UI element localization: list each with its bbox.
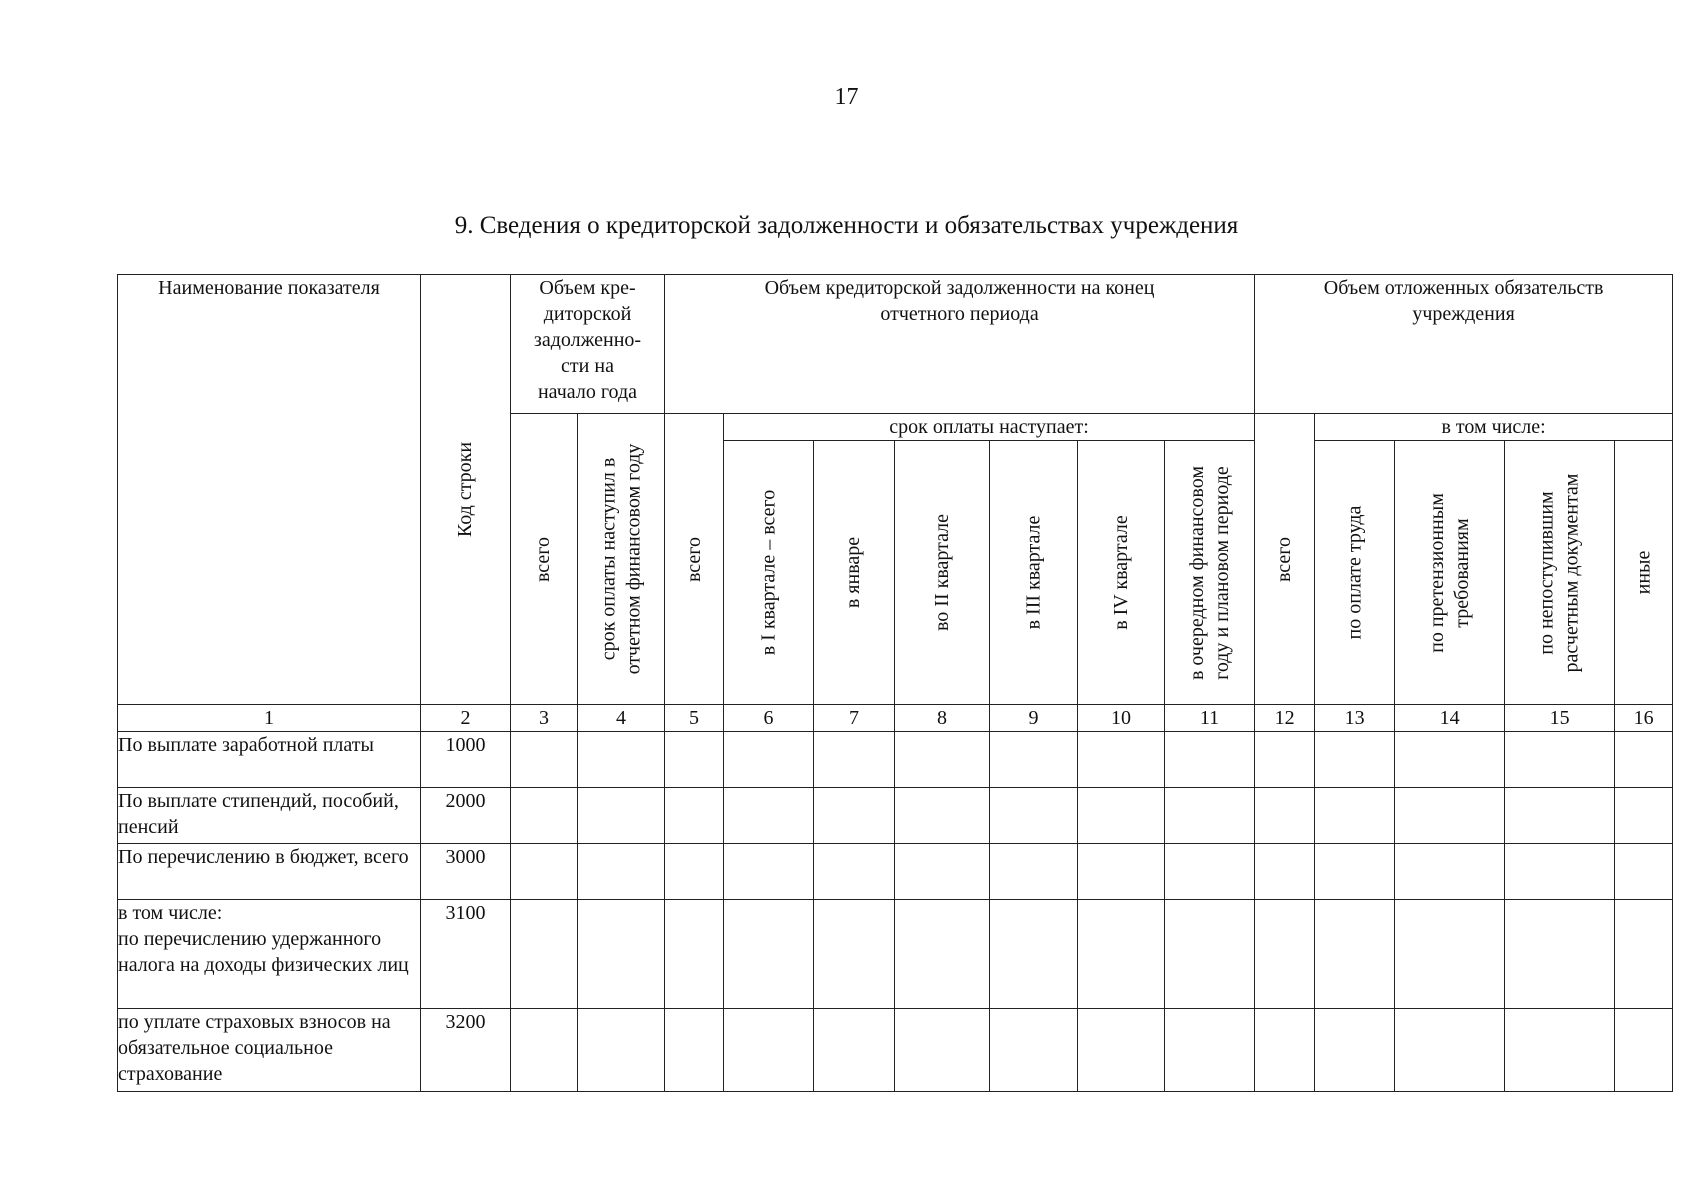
data-cell[interactable] — [1315, 732, 1395, 788]
data-cell[interactable] — [511, 1009, 578, 1092]
data-cell[interactable] — [895, 1009, 990, 1092]
column-number: 13 — [1315, 705, 1395, 732]
data-cell[interactable] — [1255, 900, 1315, 1009]
data-cell[interactable] — [1315, 900, 1395, 1009]
header-start-year-group: Объем кре- диторской задолженно- сти на начало года — [511, 275, 665, 414]
data-cell[interactable] — [990, 732, 1078, 788]
column-number: 6 — [724, 705, 814, 732]
row-label: По выплате заработной платы — [118, 732, 421, 788]
payables-table — [117, 274, 1673, 1092]
data-cell[interactable] — [665, 732, 724, 788]
header-col-q1-total — [724, 441, 814, 705]
data-cell[interactable] — [814, 788, 895, 844]
column-number: 9 — [990, 705, 1078, 732]
data-cell[interactable] — [724, 788, 814, 844]
data-cell[interactable] — [1078, 732, 1165, 788]
data-cell[interactable] — [1615, 732, 1673, 788]
header-col-q2-label: во II квартале — [930, 514, 953, 632]
header-col-q4 — [1078, 441, 1165, 705]
header-row-1 — [118, 275, 1673, 414]
data-cell[interactable] — [1315, 1009, 1395, 1092]
table-row — [118, 844, 1673, 900]
header-col-q3 — [990, 441, 1078, 705]
data-cell[interactable] — [724, 732, 814, 788]
data-cell[interactable] — [665, 1009, 724, 1092]
header-indicator-name: Наименование показателя — [118, 275, 421, 705]
data-cell[interactable] — [578, 1009, 665, 1092]
row-code: 3000 — [421, 844, 511, 900]
header-col-q4-label: в IV квартале — [1109, 515, 1132, 630]
column-number: 5 — [665, 705, 724, 732]
data-cell[interactable] — [724, 844, 814, 900]
row-label: По выплате стипендий, пособий, пенсий — [118, 788, 421, 844]
header-col-other-label: иные — [1632, 550, 1655, 595]
column-number: 10 — [1078, 705, 1165, 732]
data-cell[interactable] — [1255, 1009, 1315, 1092]
data-cell[interactable] — [1078, 900, 1165, 1009]
data-cell[interactable] — [1165, 732, 1255, 788]
data-cell[interactable] — [1615, 1009, 1673, 1092]
data-cell[interactable] — [990, 900, 1078, 1009]
row-label: в том числе: по перечислению удержанного налога на доходы физических лиц — [118, 900, 421, 1009]
data-cell[interactable] — [990, 844, 1078, 900]
data-cell[interactable] — [1165, 1009, 1255, 1092]
data-cell[interactable] — [578, 788, 665, 844]
header-line-code — [421, 275, 511, 705]
column-number: 7 — [814, 705, 895, 732]
header-col-other — [1615, 441, 1673, 705]
header-col-next-period — [1165, 441, 1255, 705]
data-cell[interactable] — [895, 900, 990, 1009]
row-code: 1000 — [421, 732, 511, 788]
data-cell[interactable] — [1315, 788, 1395, 844]
header-col-q3-label: в III квартале — [1022, 515, 1045, 630]
header-col-documents — [1505, 441, 1615, 705]
data-cell[interactable] — [1165, 788, 1255, 844]
data-cell[interactable] — [724, 1009, 814, 1092]
table-row — [118, 1009, 1673, 1092]
data-cell[interactable] — [1505, 732, 1615, 788]
column-number: 8 — [895, 705, 990, 732]
row-label: По перечислению в бюджет, всего — [118, 844, 421, 900]
header-col-total-start-label: всего — [532, 536, 555, 582]
data-cell[interactable] — [578, 844, 665, 900]
data-cell[interactable] — [1165, 844, 1255, 900]
header-col-total-start — [511, 414, 578, 705]
header-col-claims — [1395, 441, 1505, 705]
table-row — [118, 788, 1673, 844]
header-col-total-end — [665, 414, 724, 705]
data-cell[interactable] — [895, 732, 990, 788]
column-number: 12 — [1255, 705, 1315, 732]
column-number: 16 — [1615, 705, 1673, 732]
data-cell[interactable] — [814, 844, 895, 900]
data-cell[interactable] — [724, 900, 814, 1009]
header-col-labor-label: по оплате труда — [1343, 505, 1366, 640]
data-cell[interactable] — [1505, 788, 1615, 844]
data-cell[interactable] — [1078, 788, 1165, 844]
column-number: 3 — [511, 705, 578, 732]
data-cell[interactable] — [1395, 788, 1505, 844]
header-col-claims-label: по претензионным требованиям — [1425, 492, 1473, 653]
data-cell[interactable] — [895, 788, 990, 844]
data-cell[interactable] — [511, 844, 578, 900]
data-cell[interactable] — [1255, 732, 1315, 788]
data-cell[interactable] — [1615, 788, 1673, 844]
header-col-q2 — [895, 441, 990, 705]
column-number: 15 — [1505, 705, 1615, 732]
table-row — [118, 900, 1673, 1009]
header-payment-due: срок оплаты наступает: — [724, 414, 1255, 441]
page-number: 17 — [834, 84, 859, 110]
header-col-january-label: в январе — [842, 536, 865, 609]
header-col-documents-label: по непоступившим расчетным документам — [1535, 473, 1583, 672]
column-number: 4 — [578, 705, 665, 732]
column-number: 11 — [1165, 705, 1255, 732]
data-cell[interactable] — [665, 788, 724, 844]
data-cell[interactable] — [1255, 844, 1315, 900]
header-end-period-group: Объем кредиторской задолженности на конец отчетного периода — [665, 275, 1255, 414]
data-cell[interactable] — [814, 732, 895, 788]
row-code: 2000 — [421, 788, 511, 844]
row-label: по уплате страховых взносов на обязательное социальное страхование — [118, 1009, 421, 1092]
header-col-total-deferred — [1255, 414, 1315, 705]
data-cell[interactable] — [814, 1009, 895, 1092]
header-col-january — [814, 441, 895, 705]
data-cell[interactable] — [665, 900, 724, 1009]
header-col-due-current-year — [578, 414, 665, 705]
header-col-labor — [1315, 441, 1395, 705]
row-code: 3100 — [421, 900, 511, 1009]
data-cell[interactable] — [511, 900, 578, 1009]
data-cell[interactable] — [1615, 844, 1673, 900]
header-col-q1-total-label: в I квартале – всего — [757, 489, 780, 656]
column-number: 2 — [421, 705, 511, 732]
row-code: 3200 — [421, 1009, 511, 1092]
data-cell[interactable] — [1395, 844, 1505, 900]
header-col-total-end-label: всего — [682, 536, 705, 582]
data-cell[interactable] — [1505, 844, 1615, 900]
header-deferred-group: Объем отложенных обязательств учреждения — [1255, 275, 1673, 414]
data-cell[interactable] — [1165, 900, 1255, 1009]
column-number: 1 — [118, 705, 421, 732]
data-cell[interactable] — [990, 1009, 1078, 1092]
header-col-due-current-year-label: срок оплаты наступил в отчетном финансовом году — [597, 443, 645, 675]
header-including: в том числе: — [1315, 414, 1673, 441]
table-row — [118, 732, 1673, 788]
column-number: 14 — [1395, 705, 1505, 732]
data-cell[interactable] — [511, 732, 578, 788]
column-number-row — [118, 705, 1673, 732]
data-cell[interactable] — [814, 900, 895, 1009]
header-col-next-period-label: в очередном финансовом году и плановом периоде — [1185, 465, 1233, 680]
data-cell[interactable] — [1395, 1009, 1505, 1092]
data-cell[interactable] — [990, 788, 1078, 844]
data-cell[interactable] — [1505, 1009, 1615, 1092]
data-cell[interactable] — [1315, 844, 1395, 900]
header-line-code-label: Код строки — [454, 441, 477, 538]
data-cell[interactable] — [1395, 900, 1505, 1009]
data-cell[interactable] — [511, 788, 578, 844]
data-cell[interactable] — [1078, 1009, 1165, 1092]
data-cell[interactable] — [665, 844, 724, 900]
data-cell[interactable] — [578, 732, 665, 788]
data-cell[interactable] — [1078, 844, 1165, 900]
data-cell[interactable] — [895, 844, 990, 900]
data-cell[interactable] — [1505, 900, 1615, 1009]
header-col-total-deferred-label: всего — [1273, 536, 1296, 582]
document-title: 9. Сведения о кредиторской задолженности и обязательствах учреждения — [454, 212, 1239, 239]
data-cell[interactable] — [1395, 732, 1505, 788]
data-cell[interactable] — [578, 900, 665, 1009]
data-cell[interactable] — [1615, 900, 1673, 1009]
data-cell[interactable] — [1255, 788, 1315, 844]
